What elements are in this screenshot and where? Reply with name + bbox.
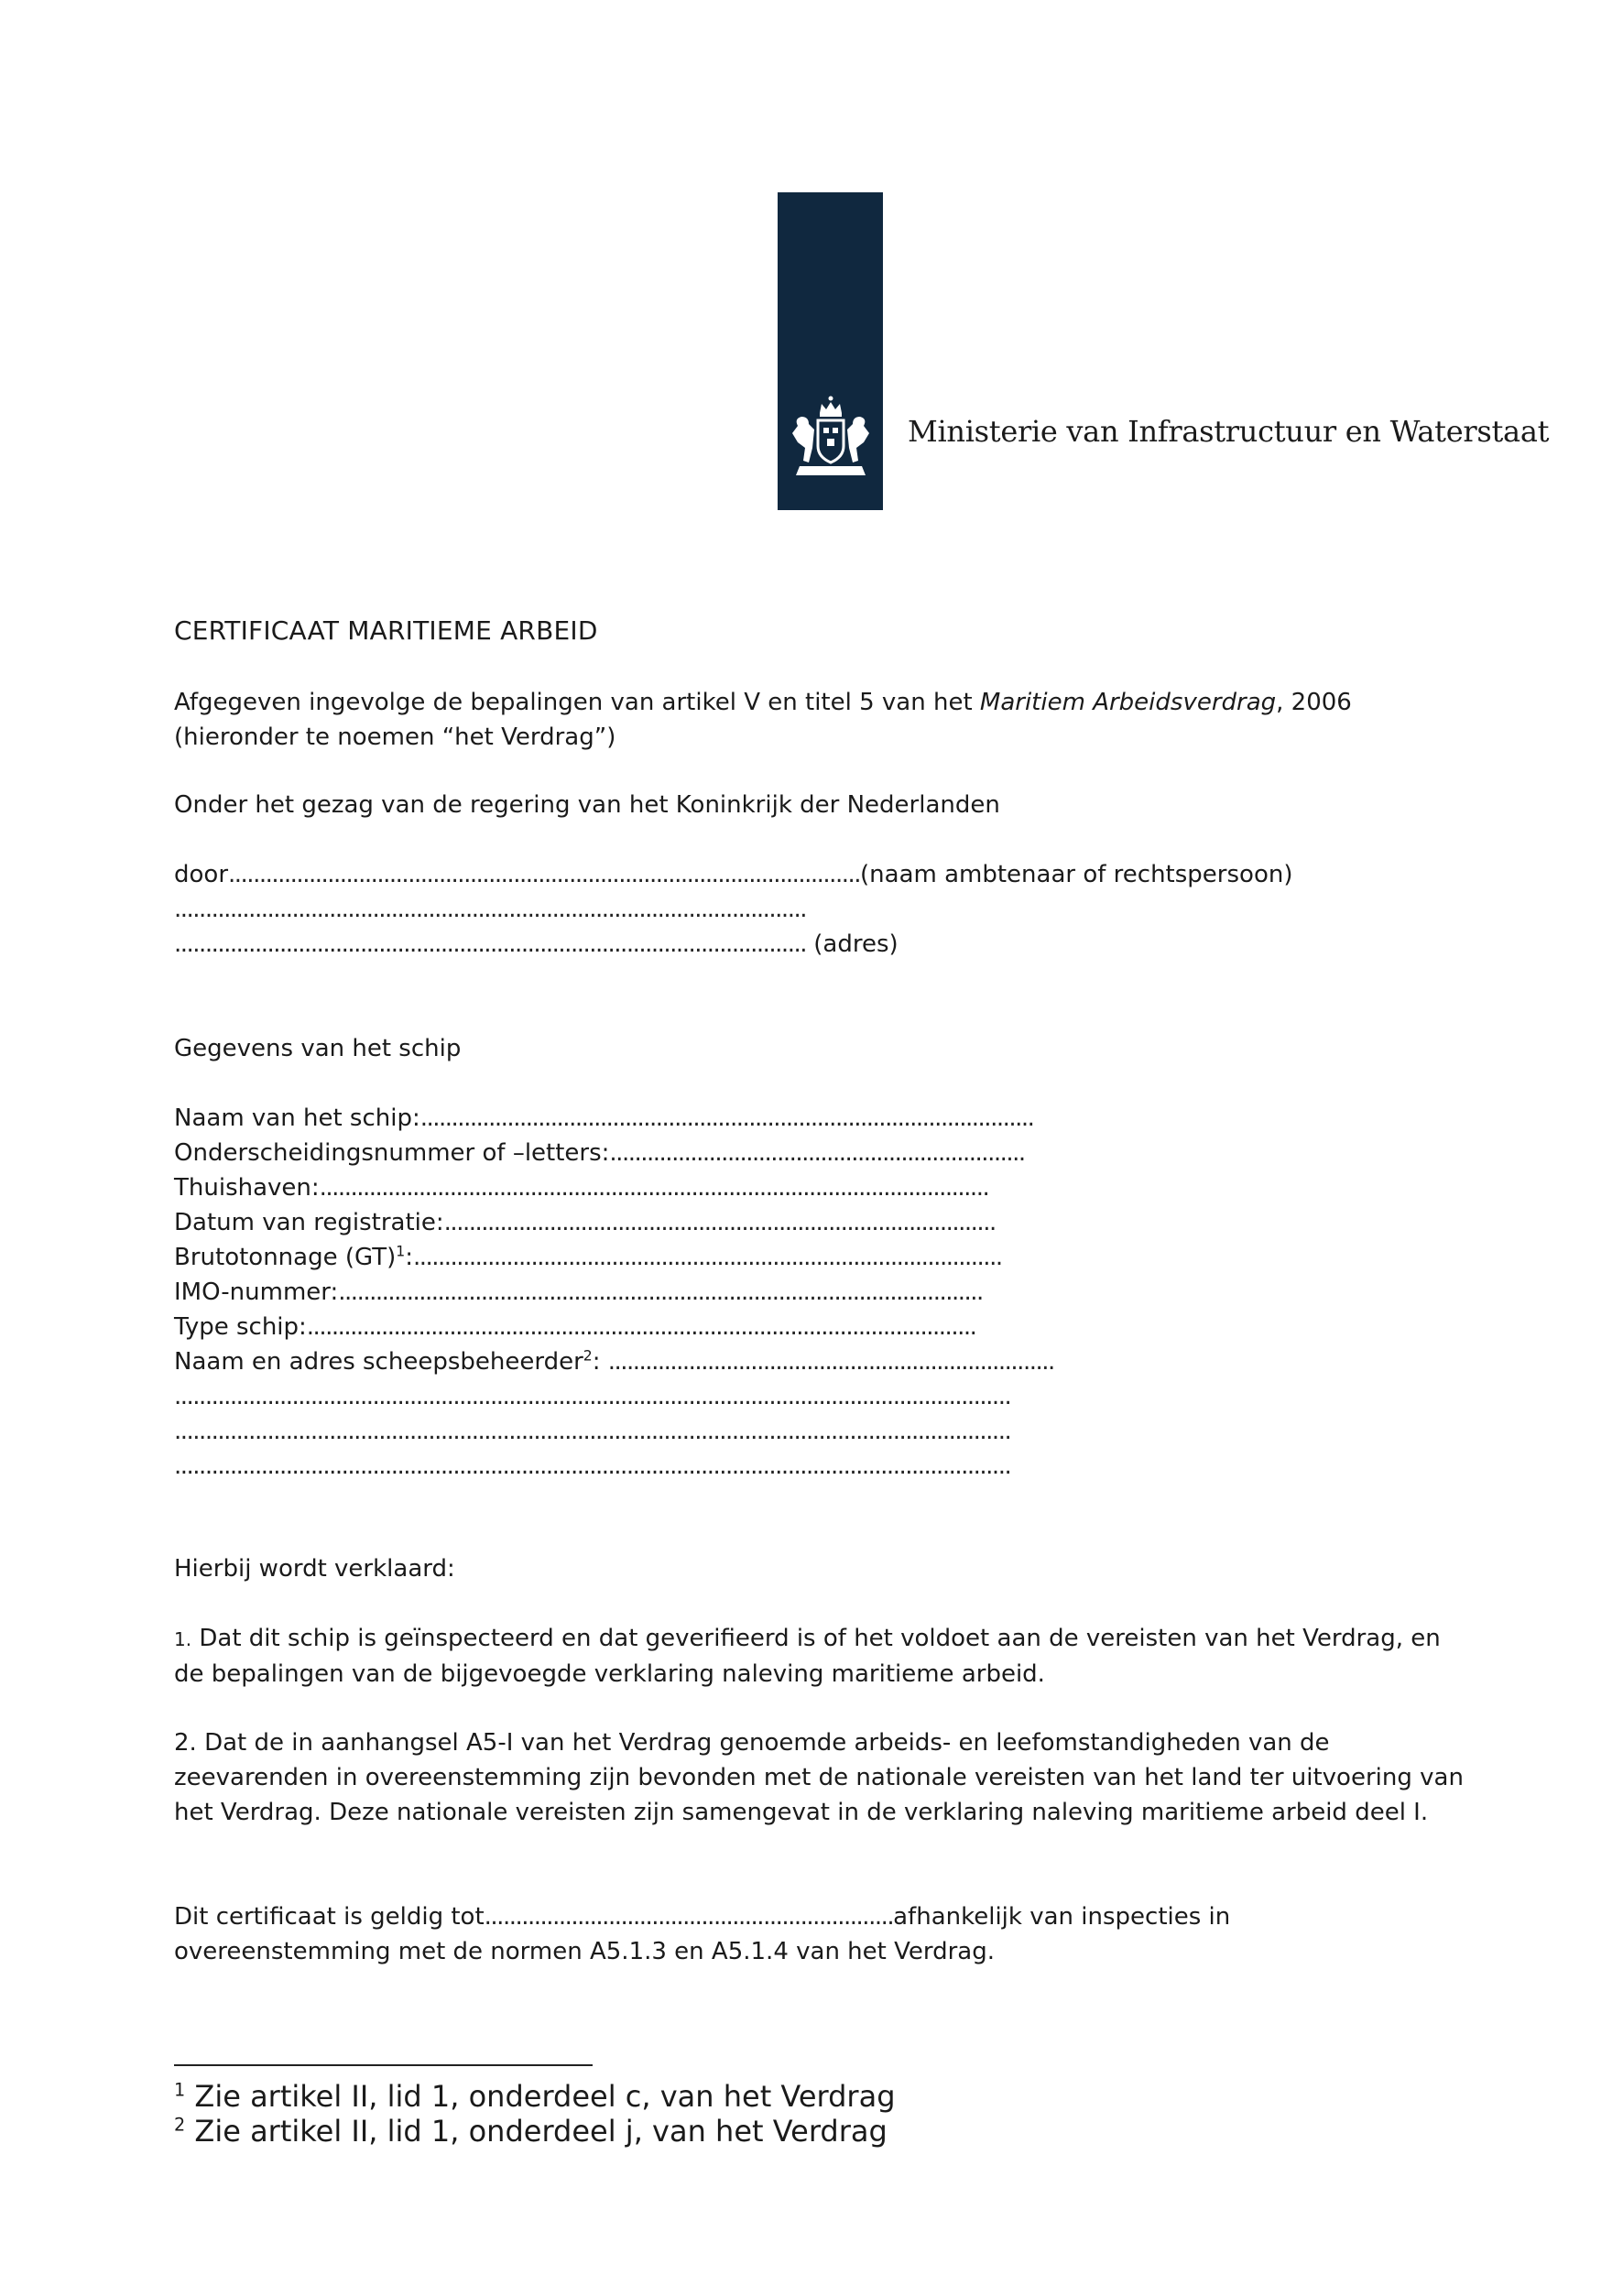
declaration-item-2: [174, 1725, 1475, 1830]
field-input[interactable]: ...............................................................................................: [412, 1244, 1002, 1271]
ship-field-home-port: [174, 1170, 988, 1205]
document-title: CERTIFICAAT MARITIEME ARBEID: [174, 615, 598, 646]
field-input[interactable]: ...................................................................: [609, 1139, 1025, 1167]
field-label: Datum van registratie:: [174, 1209, 444, 1236]
ship-section-heading: Gegevens van het schip: [174, 1035, 462, 1062]
issuer-name-line: [174, 857, 1292, 892]
declaration-text: Dat dit schip is geïnspecteerd en dat geverifieerd is of het voldoet aan de vereisten van het Verdrag, en de bepalingen van de bijgevoegde verklaring naleving maritieme arbeid.: [174, 1625, 1441, 1688]
intro-line-2: (hieronder te noemen “het Verdrag”): [174, 724, 616, 751]
field-input[interactable]: ........................................................................................................: [338, 1279, 983, 1306]
field-input[interactable]: ............................................................................................................: [306, 1313, 976, 1341]
issuer-name-hint: (naam ambtenaar of rechtspersoon): [860, 861, 1293, 888]
field-label: Thuishaven:: [174, 1174, 320, 1202]
validity-date-field[interactable]: ..................................................................: [484, 1903, 894, 1931]
intro-line-1: [174, 685, 1352, 720]
intro-convention-name: Maritiem Arbeidsverdrag: [979, 689, 1277, 716]
field-label: Naam en adres scheepsbeheerder: [174, 1348, 583, 1376]
declaration-item-1: [174, 1621, 1475, 1692]
ship-field-type: [174, 1310, 975, 1344]
field-label: Type schip:: [174, 1313, 307, 1341]
field-label: IMO-nummer:: [174, 1279, 339, 1306]
manager-extra-line-3: [174, 1449, 1010, 1484]
intro-prefix: Afgegeven ingevolge de bepalingen van artikel V en titel 5 van het: [174, 689, 980, 716]
field-colon: :: [592, 1348, 608, 1376]
footnote-divider: [174, 2064, 593, 2066]
field-input[interactable]: ............................................................................................................: [319, 1174, 989, 1202]
field-input[interactable]: .........................................................................................: [443, 1209, 996, 1236]
ship-field-name: [174, 1101, 1033, 1136]
footnote-text: Zie artikel II, lid 1, onderdeel c, van het Verdrag: [185, 2079, 896, 2114]
field-label: Onderscheidingsnummer of –letters:: [174, 1139, 610, 1167]
validity-line-1: [174, 1899, 1230, 1934]
issuer-address-line-1: [174, 892, 806, 927]
validity-line-2: overeenstemming met de normen A5.1.3 en A5.1.4 van het Verdrag.: [174, 1938, 996, 1965]
ship-field-identification: [174, 1136, 1025, 1170]
intro-suffix: , 2006: [1276, 689, 1352, 716]
footnote-text: Zie artikel II, lid 1, onderdeel j, van het Verdrag: [185, 2114, 888, 2149]
issuer-name-field[interactable]: ......................................................................................................: [228, 861, 861, 888]
validity-prefix: Dit certificaat is geldig tot: [174, 1903, 485, 1931]
ship-field-gross-tonnage: [174, 1240, 1002, 1275]
footnote-ref-1[interactable]: 1: [396, 1243, 406, 1260]
validity-suffix: afhankelijk van inspecties in: [893, 1903, 1231, 1931]
declaration-number: 1.: [174, 1628, 192, 1650]
field-input[interactable]: ........................................................................: [607, 1348, 1054, 1376]
footnote-number: 1: [174, 2079, 186, 2101]
address-hint: (adres): [806, 930, 899, 958]
field-input[interactable]: .......................................................................................................................................: [174, 1418, 1011, 1445]
field-input[interactable]: .......................................................................................................................................: [174, 1383, 1011, 1410]
issuer-address-field-1[interactable]: ......................................................................................................: [174, 896, 806, 923]
ship-field-manager: [174, 1344, 1054, 1379]
ministry-name: Ministerie van Infrastructuur en Waterstaat: [908, 414, 1550, 449]
footnote-1: [174, 2079, 896, 2114]
declaration-text: Dat de in aanhangsel A5-I van het Verdrag genoemde arbeids- en leefomstandigheden van de zeevarenden in overeenstemming zijn bevonden met de nationale vereisten van het land ter uitvoering van het Verdrag. Deze nationale vereisten zijn samengevat in de verklaring naleving maritieme arbeid deel I.: [174, 1729, 1464, 1826]
field-input[interactable]: .......................................................................................................................................: [174, 1453, 1011, 1480]
coat-of-arms-icon: [785, 393, 877, 484]
declaration-heading: Hierbij wordt verklaard:: [174, 1555, 455, 1583]
issuer-address-field-2[interactable]: ......................................................................................................: [174, 930, 806, 958]
door-label: door: [174, 861, 229, 888]
ship-field-imo-number: [174, 1275, 983, 1310]
manager-extra-line-1: [174, 1379, 1010, 1414]
field-label: Brutotonnage (GT): [174, 1244, 397, 1271]
field-colon: :: [405, 1244, 413, 1271]
logo-bar: [778, 192, 883, 510]
footnote-ref-2[interactable]: 2: [583, 1347, 593, 1365]
issuer-address-line-2: [174, 927, 899, 962]
footnote-number: 2: [174, 2114, 186, 2136]
ship-field-registration-date: [174, 1205, 996, 1240]
manager-extra-line-2: [174, 1414, 1010, 1449]
declaration-number: 2.: [174, 1729, 197, 1757]
authority-statement: Onder het gezag van de regering van het Koninkrijk der Nederlanden: [174, 791, 1000, 819]
field-input[interactable]: ...................................................................................................: [419, 1104, 1034, 1132]
field-label: Naam van het schip:: [174, 1104, 420, 1132]
footnote-2: [174, 2114, 888, 2149]
